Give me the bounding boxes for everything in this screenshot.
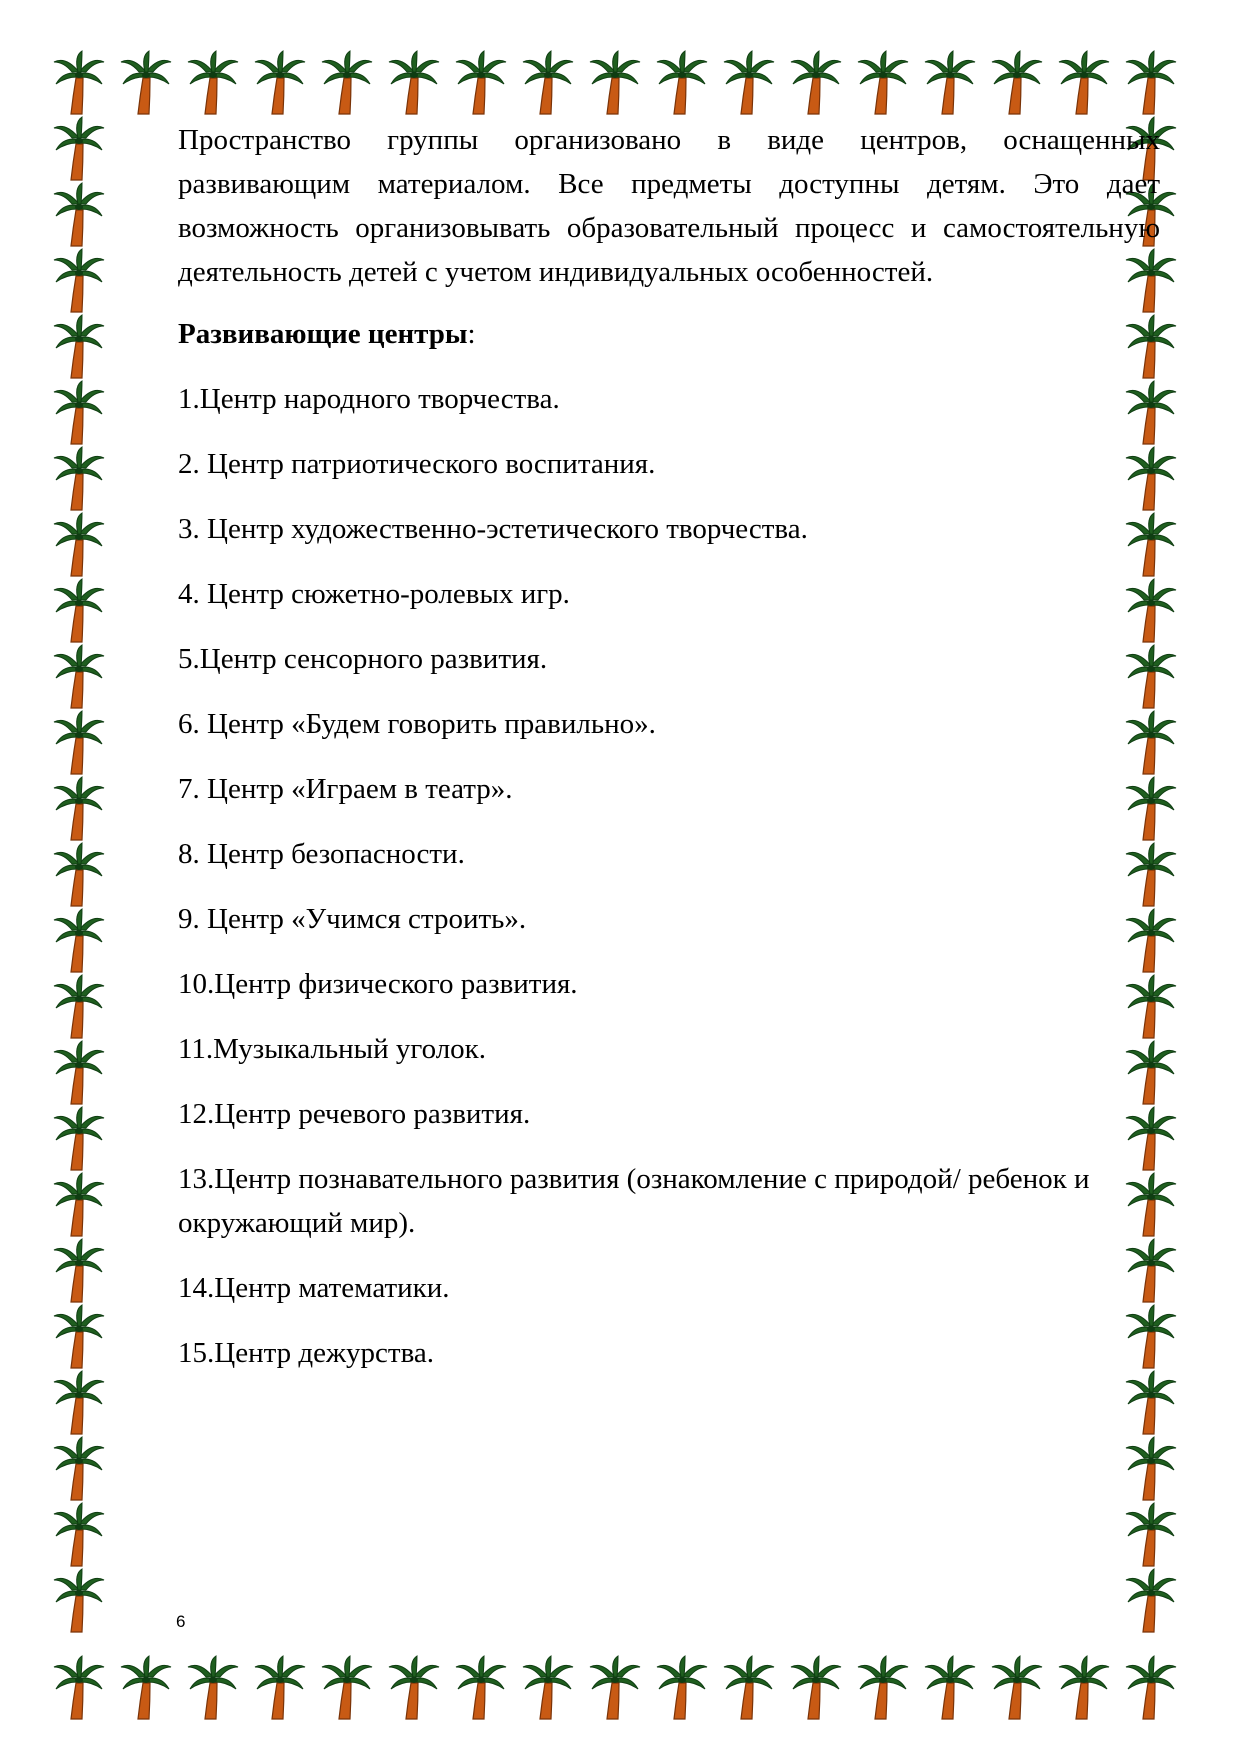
palm-tree-icon (923, 1655, 977, 1721)
list-item: 2. Центр патриотического воспитания. (178, 448, 656, 480)
palm-tree-icon (521, 50, 575, 116)
list-item: 5.Центр сенсорного развития. (178, 643, 548, 675)
palm-tree-icon (856, 50, 910, 116)
palm-tree-icon (454, 50, 508, 116)
list-item: 14.Центр математики. (178, 1272, 450, 1304)
page-number: 6 (176, 1612, 186, 1631)
palm-tree-icon (1124, 1568, 1178, 1634)
palm-tree-icon (387, 1655, 441, 1721)
list-item: 12.Центр речевого развития. (178, 1098, 531, 1130)
palm-tree-icon (52, 1238, 106, 1304)
palm-tree-icon (521, 1655, 575, 1721)
palm-tree-icon (588, 1655, 642, 1721)
palm-tree-icon (722, 1655, 776, 1721)
palm-tree-icon (52, 380, 106, 446)
palm-tree-icon (320, 50, 374, 116)
section-heading (178, 312, 1160, 356)
palm-tree-icon (990, 1655, 1044, 1721)
section-heading-colon: : (467, 318, 476, 350)
palm-tree-icon (1124, 1436, 1178, 1502)
palm-tree-icon (52, 314, 106, 380)
palm-tree-icon (1124, 1370, 1178, 1436)
palm-tree-icon (52, 1568, 106, 1634)
list-item: 6. Центр «Будем говорить правильно». (178, 708, 656, 740)
palm-tree-icon (52, 578, 106, 644)
palm-tree-icon (52, 116, 106, 182)
palm-tree-icon (1124, 1655, 1178, 1721)
palm-tree-icon (454, 1655, 508, 1721)
palm-tree-icon (1057, 1655, 1111, 1721)
list-item: 9. Центр «Учимся строить». (178, 903, 527, 935)
palm-tree-icon (52, 644, 106, 710)
palm-tree-icon (320, 1655, 374, 1721)
palm-tree-icon (52, 1370, 106, 1436)
palm-tree-icon (387, 50, 441, 116)
palm-tree-icon (856, 1655, 910, 1721)
palm-tree-icon (119, 50, 173, 116)
list-item: 10.Центр физического развития. (178, 968, 578, 1000)
palm-tree-icon (789, 50, 843, 116)
list-item: 15.Центр дежурства. (178, 1337, 435, 1369)
document-body (178, 118, 1160, 1375)
palm-tree-icon (119, 1655, 173, 1721)
palm-tree-icon (52, 1106, 106, 1172)
palm-tree-icon (990, 50, 1044, 116)
palm-tree-icon (722, 50, 776, 116)
palm-tree-icon (52, 182, 106, 248)
palm-tree-icon (253, 50, 307, 116)
centers-list (178, 377, 1160, 1375)
palm-tree-icon (52, 248, 106, 314)
palm-tree-icon (52, 974, 106, 1040)
palm-tree-icon (923, 50, 977, 116)
palm-tree-icon (52, 1040, 106, 1106)
palm-tree-icon (52, 842, 106, 908)
list-item: 13.Центр познавательного развития (ознакомление с природой/ ребенок и окружающий мир). (178, 1163, 1090, 1239)
list-item: 7. Центр «Играем в театр». (178, 773, 513, 805)
list-item: 4. Центр сюжетно-ролевых игр. (178, 578, 570, 610)
palm-tree-icon (186, 1655, 240, 1721)
palm-tree-icon (1057, 50, 1111, 116)
palm-tree-icon (52, 1172, 106, 1238)
palm-tree-icon (789, 1655, 843, 1721)
palm-tree-icon (1124, 1502, 1178, 1568)
list-item: 1.Центр народного творчества. (178, 383, 560, 415)
palm-tree-icon (253, 1655, 307, 1721)
palm-tree-icon (52, 50, 106, 116)
palm-tree-icon (52, 1655, 106, 1721)
palm-tree-icon (655, 1655, 709, 1721)
palm-tree-icon (588, 50, 642, 116)
palm-tree-icon (52, 512, 106, 578)
palm-tree-icon (52, 908, 106, 974)
palm-tree-icon (52, 446, 106, 512)
palm-tree-icon (52, 1502, 106, 1568)
palm-tree-icon (186, 50, 240, 116)
palm-tree-icon (52, 1436, 106, 1502)
palm-tree-icon (52, 1304, 106, 1370)
section-heading-text: Развивающие центры (178, 318, 468, 350)
palm-tree-icon (655, 50, 709, 116)
palm-tree-icon (52, 710, 106, 776)
list-item: 3. Центр художественно-эстетического творчества. (178, 513, 808, 545)
palm-tree-icon (52, 776, 106, 842)
list-item: 11.Музыкальный уголок. (178, 1033, 487, 1065)
intro-paragraph: Пространство группы организовано в виде центров, оснащенных развивающим материалом. Все предметы доступны детям. Это дает возможность организовывать образовательный процесс и самостоятельную деятельность детей с учетом индивидуальных особенностей. (178, 124, 1160, 288)
palm-tree-icon (1124, 50, 1178, 116)
list-item: 8. Центр безопасности. (178, 838, 465, 870)
